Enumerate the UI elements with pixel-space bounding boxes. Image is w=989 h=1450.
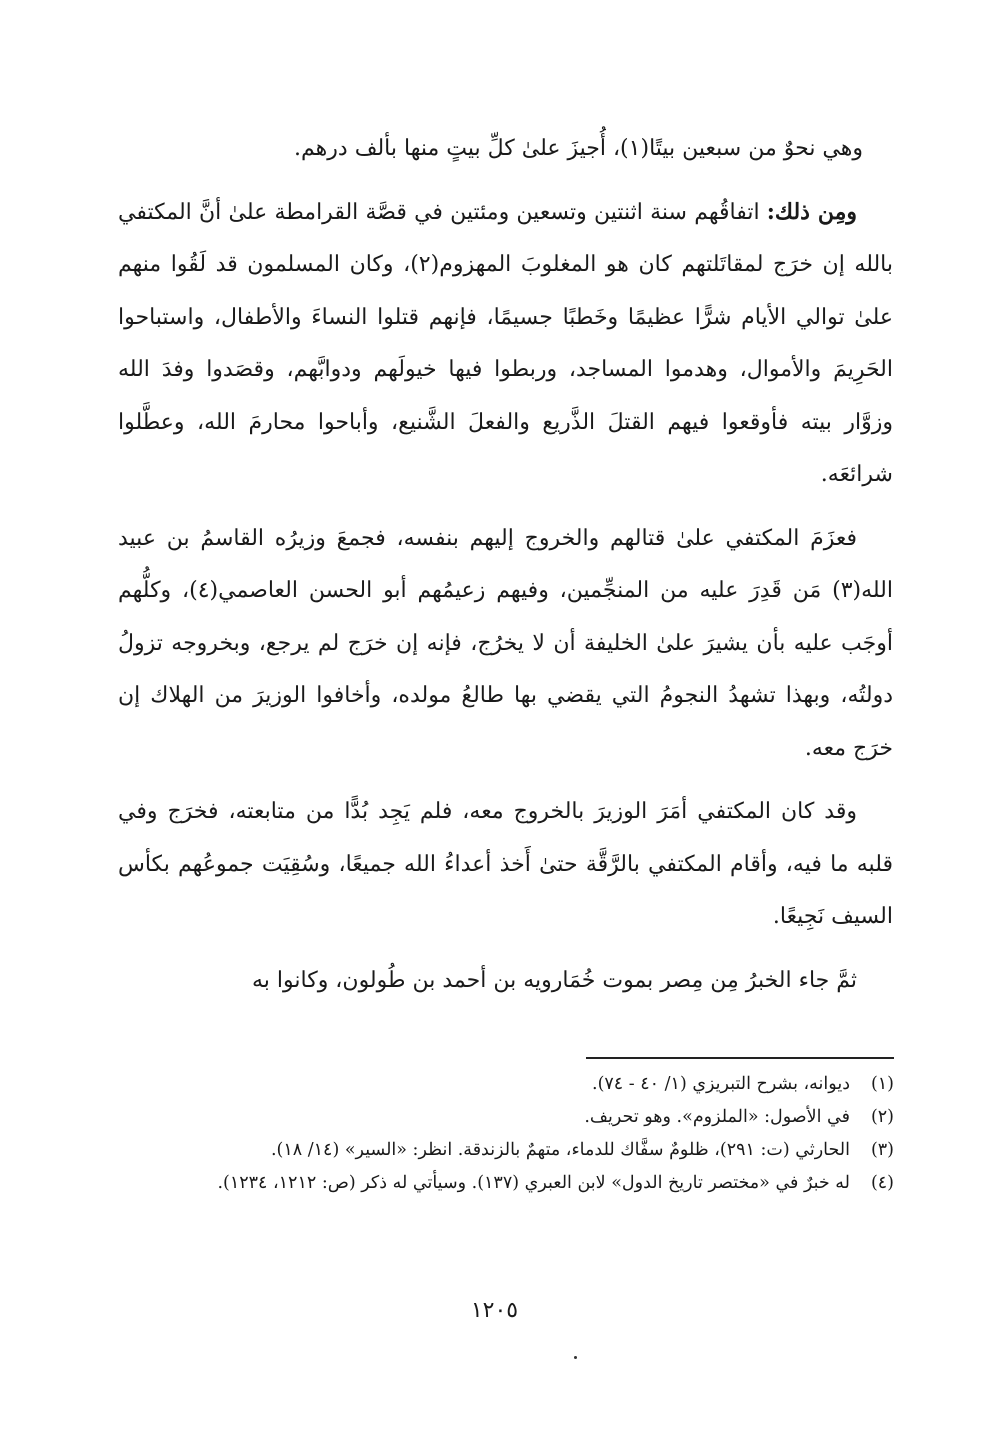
paragraph-text: وهي نحوٌ من سبعين بيتًا(١)، أُجيزَ علىٰ كلِّ بيتٍ منها بألف درهم. <box>294 136 863 161</box>
scan-speck <box>574 1356 577 1359</box>
footnote-4 <box>118 1167 894 1200</box>
paragraph-1 <box>118 122 893 176</box>
paragraph-text: فعزَمَ المكتفي علىٰ قتالهم والخروج إليهم بنفسه، فجمعَ وزيرُه القاسمُ بن عبيد الله(٣) مَن قَدِرَ عليه من المنجِّمين، وفيهم زعيمُهم أبو الحسن العاصمي(٤)، وكلُّهم أوجَب عليه بأن يشيرَ علىٰ الخليفة أن لا يخرُج، فإنه إن خرَج لم يرجع، وبخروجه تزولُ دولتُه، وبهذا تشهدُ النجومُ التي يقضي بها طالعُ مولده، وأخافوا الوزيرَ من الهلاك إن خرَج معه. <box>118 525 893 761</box>
main-text <box>118 122 893 1017</box>
paragraph-lead: ومِن ذلك: <box>766 198 857 225</box>
paragraph-2 <box>118 186 893 502</box>
paragraph-4 <box>118 785 893 944</box>
footnote-text: في الأصول: «الملزوم». وهو تحريف. <box>584 1107 850 1127</box>
footnote-text: له خبرٌ في «مختصر تاريخ الدول» لابن العبري (١٣٧). وسيأتي له ذكر (ص: ١٢١٢، ١٢٣٤). <box>217 1173 850 1193</box>
paragraph-text: وقد كان المكتفي أمَرَ الوزيرَ بالخروج معه، فلم يَجِد بُدًّا من متابعته، فخرَج وفي قلبه ما فيه، وأقام المكتفي بالرَّقَّة حتىٰ أَخذ أعداءُ الله جميعًا، وسُقِيَت جموعُهم بكأس السيف نَجِيعًا. <box>118 799 893 929</box>
paragraph-5 <box>118 954 893 1008</box>
footnote-number: (٢) <box>870 1107 894 1127</box>
paragraph-text: ثمَّ جاء الخبرُ مِن مِصر بموت خُمَارويه بن أحمد بن طُولون، وكانوا به <box>252 967 857 993</box>
footnote-1 <box>118 1068 894 1101</box>
footnote-number: (٤) <box>870 1173 894 1193</box>
footnote-3 <box>118 1134 894 1167</box>
footnote-number: (٣) <box>870 1140 894 1160</box>
footnote-separator <box>586 1057 894 1059</box>
footnote-text: الحارثي (ت: ٢٩١)، ظلومٌ سفَّاك للدماء، متهمٌ بالزندقة. انظر: «السير» (١٤/ ١٨). <box>270 1140 850 1160</box>
footnotes <box>118 1068 894 1200</box>
footnote-text: ديوانه، بشرح التبريزي (١/ ٤٠ - ٧٤). <box>592 1074 850 1094</box>
footnote-number: (١) <box>870 1074 894 1094</box>
paragraph-3 <box>118 512 893 776</box>
footnote-2 <box>118 1101 894 1134</box>
paragraph-text: اتفاقُهم سنة اثنتين وتسعين ومئتين في قصَّة القرامطة علىٰ أنَّ المكتفي بالله إن خرَج لمقاتَلتهم كان هو المغلوبَ المهزوم(٢)، وكان المسلمون قد لَقُوا منهم علىٰ توالي الأيام شرًّا عظيمًا وخَطبًا جسيمًا، فإنهم قتلوا النساءَ والأطفال، واستباحوا الحَرِيمَ والأموال، وهدموا المساجد، وربطوا فيها خيولَهم ودوابَّهم، وقصَدوا وفدَ الله وزوَّار بيته فأوقعوا فيهم القتلَ الذَّريع والفعلَ الشَّنيع، وأباحوا محارمَ الله، وعطَّلوا شرائعَه. <box>118 199 894 487</box>
page-number: ١٢٠٥ <box>470 1298 519 1323</box>
